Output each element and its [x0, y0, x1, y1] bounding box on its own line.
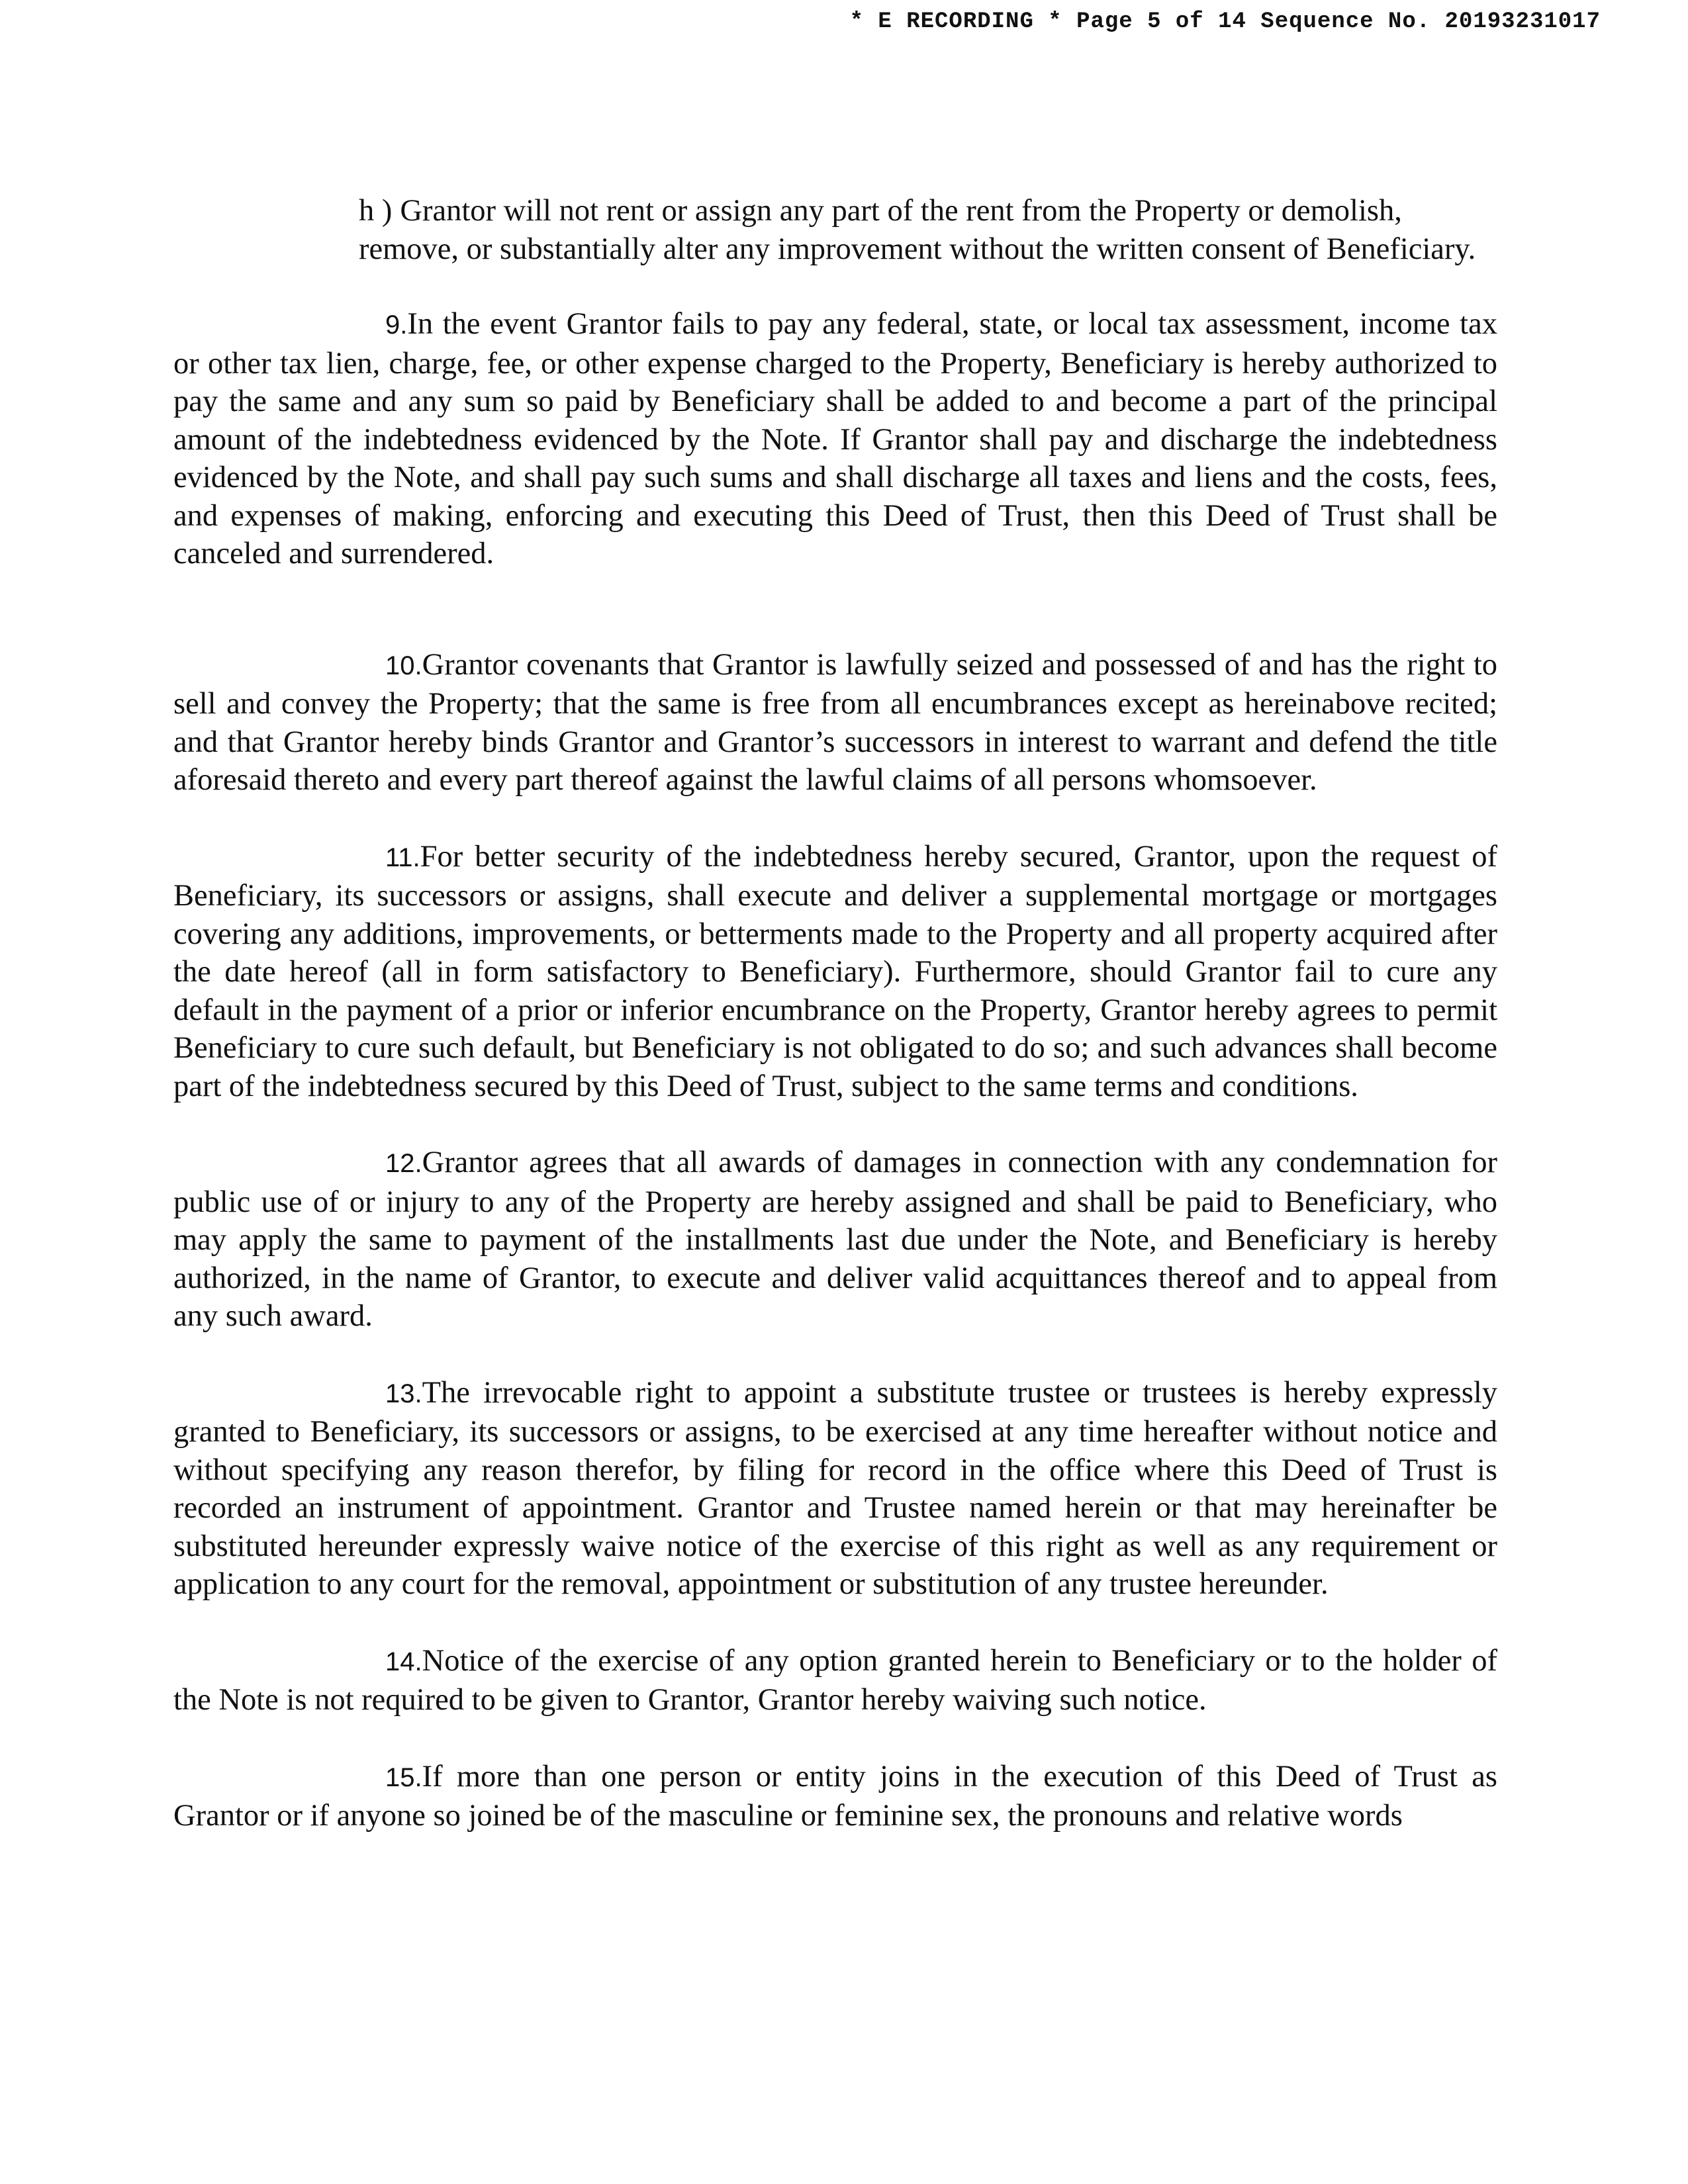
- paragraph-text: For better security of the indebtedness hereby secured, Grantor, upon the request of Beneficiary, its successors or assigns, shall execute and deliver a supplemental mortgage or mortgages covering any additions, improvements, or betterments made to the Property and all property acquired after the date hereof (all in form satisfactory to Beneficiary). Furthermore, should Grantor fail to cure any default in the payment of a prior or inferior encumbrance on the Property, Grantor hereby agrees to permit Beneficiary to cure such default, but Beneficiary is not obligated to do so; and such advances shall become part of the indebtedness secured by this Deed of Trust, subject to the same terms and conditions.: [173, 839, 1497, 1103]
- paragraph-10: [173, 646, 1497, 799]
- subitem-label: h ): [359, 194, 393, 228]
- subitem-h: [359, 192, 1497, 268]
- paragraph-number: 12.: [385, 1149, 422, 1178]
- paragraph-number: 15.: [385, 1762, 422, 1792]
- paragraph-12: [173, 1144, 1497, 1336]
- document-body: [173, 192, 1497, 1874]
- paragraph-text: The irrevocable right to appoint a substitute trustee or trustees is hereby expressly granted to Beneficiary, its successors or assigns, to be exercised at any time hereafter without notice and without specifying any reason therefor, by filing for record in the office where this Deed of Trust is recorded an instrument of appointment. Grantor and Trustee named herein or that may hereinafter be substituted hereunder expressly waive notice of the exercise of this right as well as any requirement or application to any court for the removal, appointment or substitution of any trustee hereunder.: [173, 1375, 1497, 1601]
- paragraph-11: [173, 838, 1497, 1106]
- paragraph-text: In the event Grantor fails to pay any federal, state, or local tax assessment, income tax or other tax lien, charge, fee, or other expense charged to the Property, Beneficiary is hereby authorized to pay the same and any sum so paid by Beneficiary shall be added to and become a part of the principal amount of the indebtedness evidenced by the Note. If Grantor shall pay and discharge the indebtedness evidenced by the Note, and shall pay such sums and shall discharge all taxes and liens and the costs, fees, and expenses of making, enforcing and executing this Deed of Trust, then this Deed of Trust shall be canceled and surrendered.: [173, 307, 1497, 570]
- subitem-text: Grantor will not rent or assign any part of the rent from the Property or demolish, remove, or substantially alter any improvement without the written consent of Beneficiary.: [359, 194, 1476, 266]
- paragraph-number: 14.: [385, 1647, 422, 1676]
- paragraph-number: 13.: [385, 1379, 422, 1408]
- paragraph-text: Grantor covenants that Grantor is lawfully seized and possessed of and has the right to sell and convey the Property; that the same is free from all encumbrances except as hereinabove recited; and that Grantor hereby binds Grantor and Grantor’s successors in interest to warrant and defend the title aforesaid thereto and every part thereof against the lawful claims of all persons whomsoever.: [173, 647, 1497, 797]
- paragraph-15: [173, 1758, 1497, 1835]
- recording-header-stamp: * E RECORDING * Page 5 of 14 Sequence No. 20193231017: [849, 9, 1601, 34]
- paragraph-text: If more than one person or entity joins in the execution of this Deed of Trust as Grantor or if anyone so joined be of the masculine or feminine sex, the pronouns and relative words: [173, 1759, 1497, 1833]
- paragraph-13: [173, 1374, 1497, 1604]
- paragraph-9: [173, 305, 1497, 573]
- paragraph-number: 11.: [385, 842, 420, 872]
- paragraph-14: [173, 1642, 1497, 1719]
- paragraph-number: 9.: [385, 310, 408, 340]
- paragraph-text: Grantor agrees that all awards of damages in connection with any condemnation for public use of or injury to any of the Property are hereby assigned and shall be paid to Beneficiary, who may apply the same to payment of the installments last due under the Note, and Beneficiary is hereby authorized, in the name of Grantor, to execute and deliver valid acquittances thereof and to appeal from any such award.: [173, 1146, 1497, 1333]
- paragraph-text: Notice of the exercise of any option granted herein to Beneficiary or to the holder of the Note is not required to be given to Grantor, Grantor hereby waiving such notice.: [173, 1643, 1497, 1717]
- paragraph-number: 10.: [385, 651, 422, 680]
